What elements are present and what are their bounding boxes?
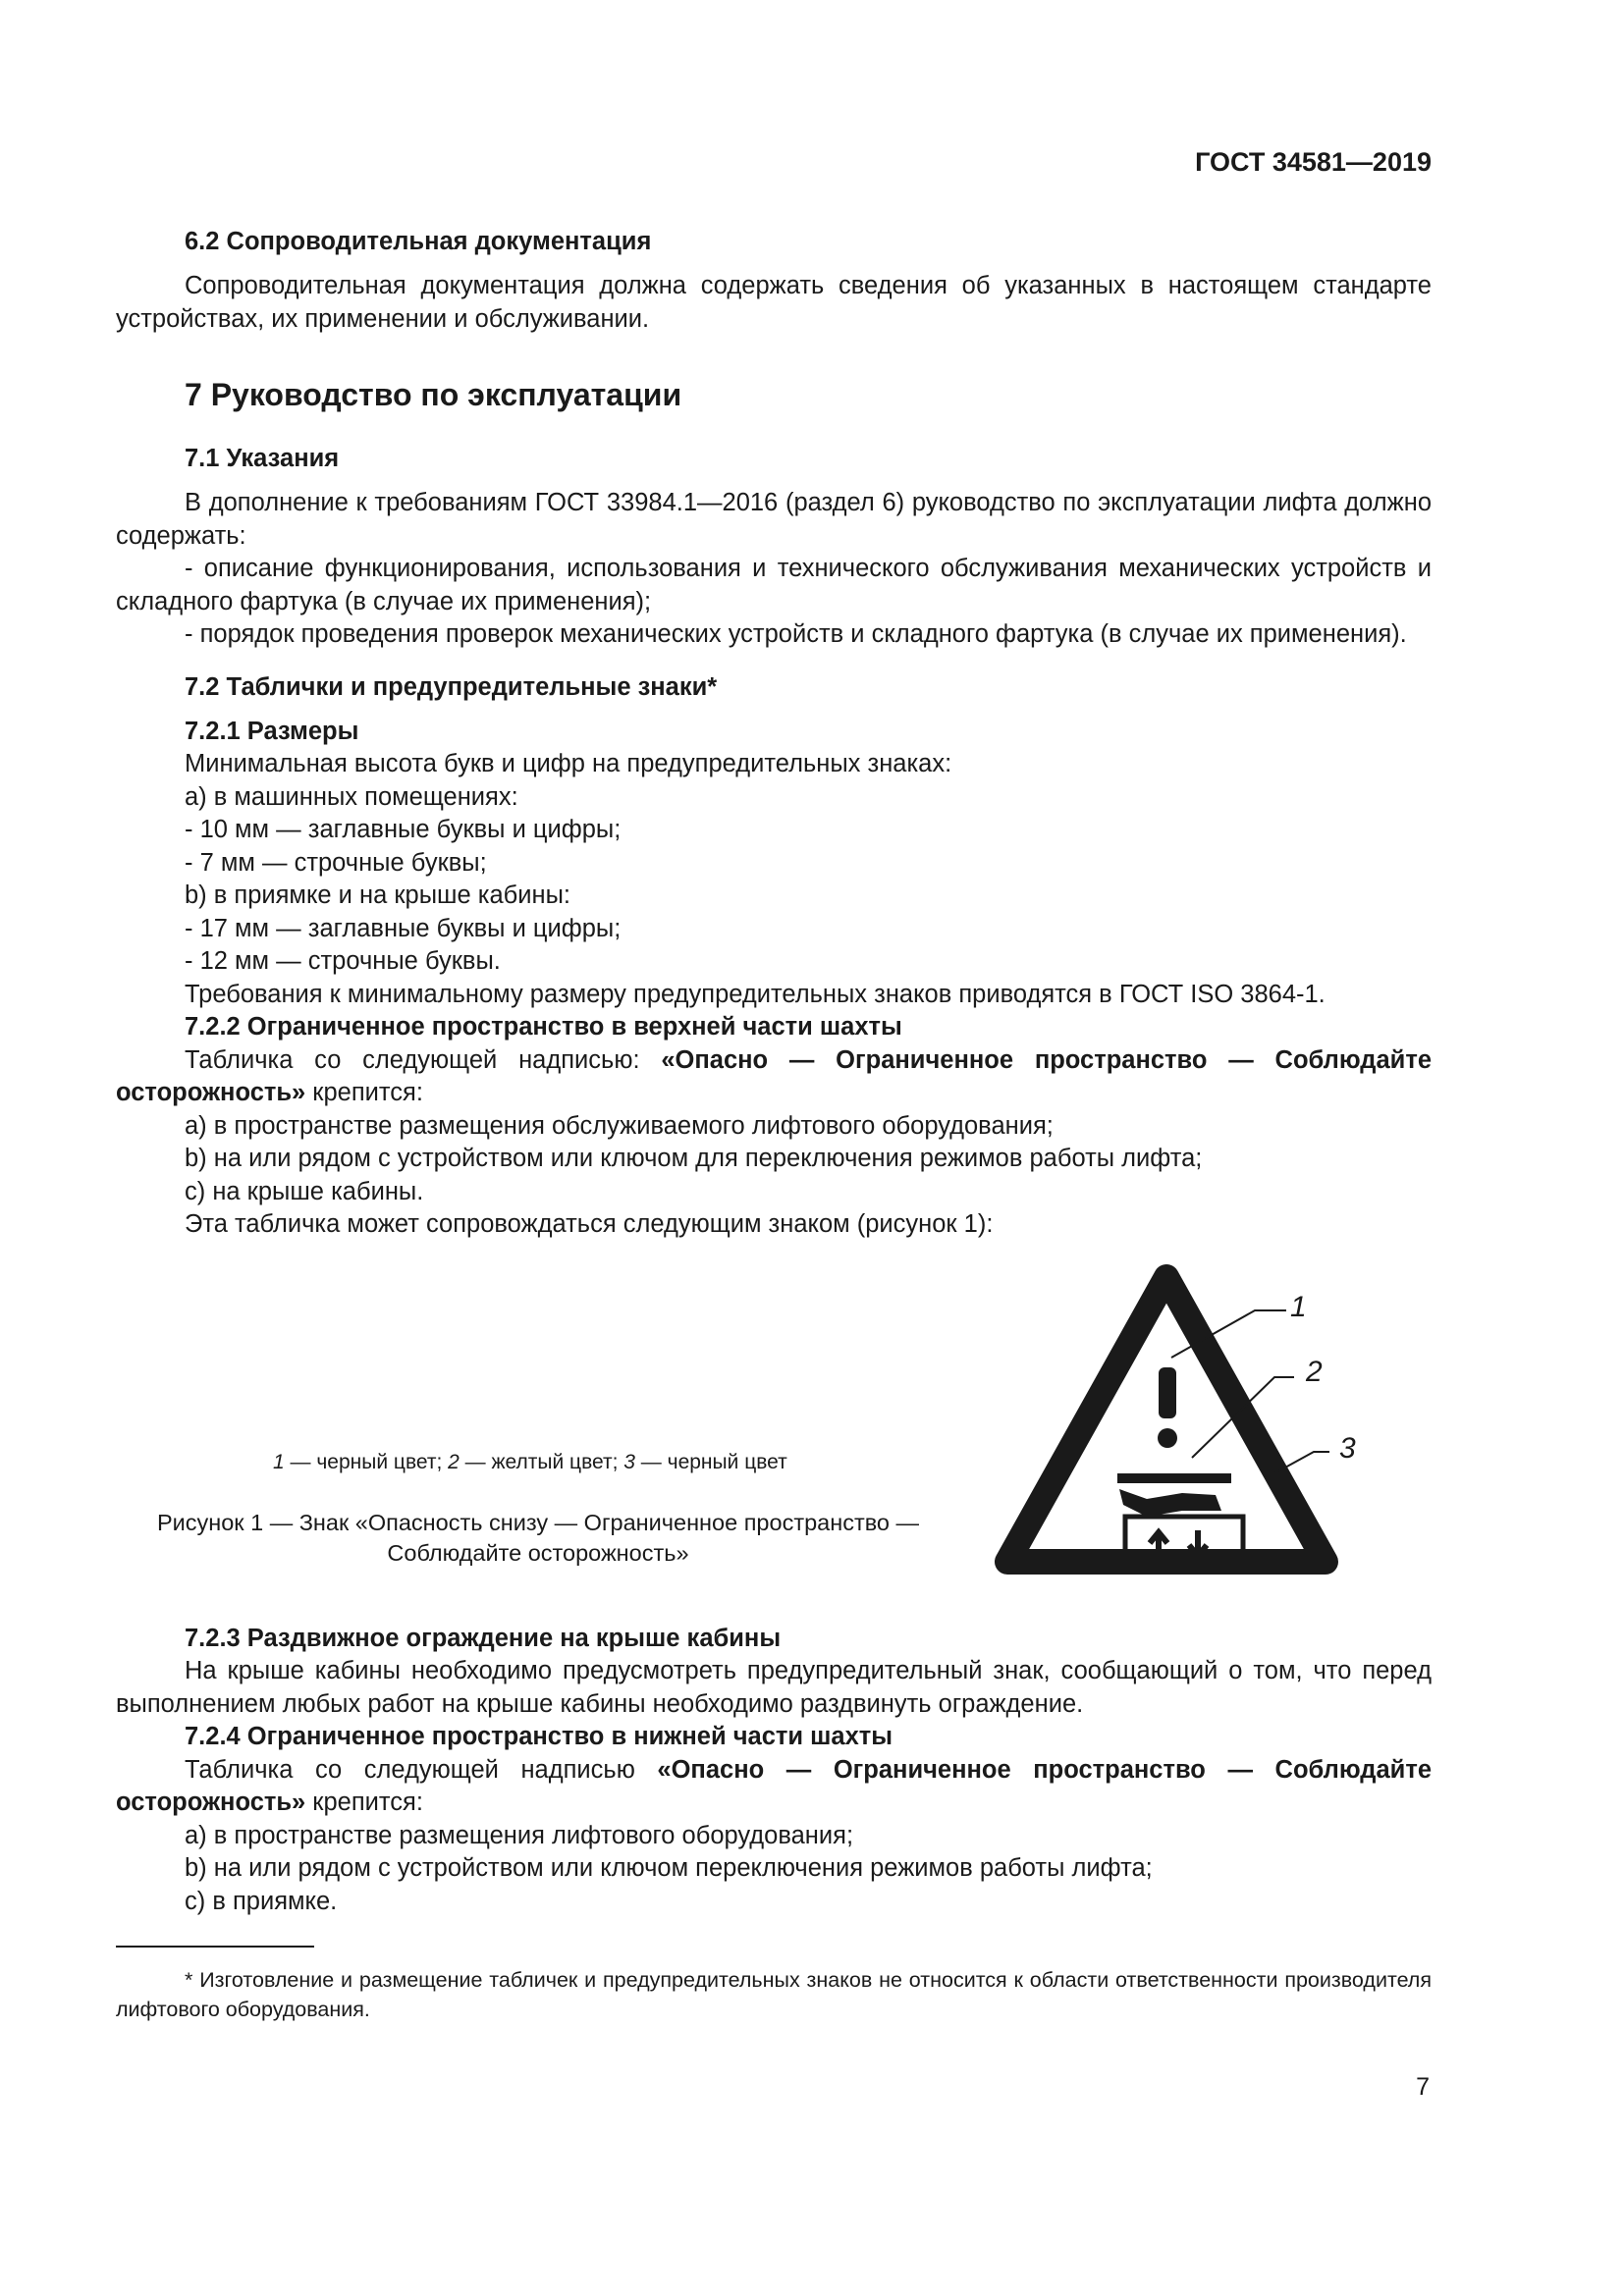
warning-sign-icon: [990, 1259, 1441, 1583]
list-item: Минимальная высота букв и цифр на предупредительных знаках:: [185, 750, 952, 777]
caption-line: Соблюдайте осторожность»: [387, 1539, 689, 1566]
text-run: крепится:: [305, 1079, 423, 1106]
footnote-divider: [116, 1946, 314, 1948]
figure-legend: [273, 1451, 787, 1474]
exclamation-dot: [1158, 1428, 1177, 1448]
figure-1: [116, 1259, 1432, 1623]
section-7-2-1-heading: 7.2.1 Размеры: [185, 717, 359, 745]
legend-number: 1: [273, 1450, 285, 1473]
exclamation-bar: [1159, 1367, 1176, 1418]
section-7-heading: 7 Руководство по эксплуатации: [185, 377, 682, 412]
list-item: а) в пространстве размещения обслуживаемого лифтового оборудования;: [185, 1111, 1054, 1140]
section-7-1-item-2: - порядок проведения проверок механических устройств и складного фартука (в случае их применения).: [185, 620, 1407, 648]
list-item: а) в машинных помещениях:: [185, 782, 518, 811]
cabin-roof: [1117, 1473, 1231, 1483]
text-run: крепится:: [305, 1789, 423, 1816]
legend-number: 2: [448, 1450, 460, 1473]
list-item: - 12 мм — строчные буквы.: [185, 947, 501, 975]
list-item: Эта табличка может сопровождаться следующим знаком (рисунок 1):: [185, 1210, 994, 1238]
legend-text: — черный цвет;: [284, 1450, 449, 1473]
list-item: b) в приямке и на крыше кабины:: [185, 881, 570, 909]
section-7-2-heading: 7.2 Таблички и предупредительные знаки*: [185, 672, 718, 701]
list-item: b) на или рядом с устройством или ключом переключения режимов работы лифта;: [185, 1854, 1153, 1882]
list-item: - 17 мм — заглавные буквы и цифры;: [185, 914, 622, 942]
list-item: - 7 мм — строчные буквы;: [185, 848, 487, 877]
section-7-1-item-1: - описание функционирования, использования и технического обслуживания механических устройств и складного фартука (в случае их применения);: [116, 555, 1432, 615]
section-7-2-4-text: [116, 1754, 1432, 1820]
sign-wording: «Опасно — Ограниченное пространство — Соблюдайте осторожность»: [116, 1755, 1433, 1816]
callout-label: 3: [1339, 1431, 1356, 1465]
list-item: b) на или рядом с устройством или ключом для переключения режимов работы лифта;: [185, 1145, 1203, 1172]
legend-text: — черный цвет: [634, 1450, 787, 1473]
caption-line: Рисунок 1 — Знак «Опасность снизу — Ограниченное пространство —: [156, 1509, 920, 1535]
section-7-2-4-heading: 7.2.4 Ограниченное пространство в нижней части шахты: [185, 1723, 893, 1750]
section-7-1-heading: 7.1 Указания: [185, 445, 340, 472]
list-item: с) на крыше кабины.: [185, 1177, 424, 1205]
list-item: Требования к минимальному размеру предупредительных знаков приводятся в ГОСТ ISO 3864-1.: [185, 980, 1326, 1008]
text-run: Табличка со следующей надписью: [185, 1755, 658, 1784]
section-7-2-2-heading: 7.2.2 Ограниченное пространство в верхней части шахты: [185, 1013, 902, 1041]
section-6-2-heading: 6.2 Сопроводительная документация: [185, 228, 652, 255]
page-body: [116, 0, 1432, 2024]
callout-label: 2: [1306, 1355, 1323, 1388]
section-7-2-3-text: На крыше кабины необходимо предусмотреть предупредительный знак, сообщающий о том, что перед выполнением любых работ на крыше кабины необходимо раздвинуть ограждение.: [116, 1657, 1432, 1718]
section-6-2-text: Сопроводительная документация должна содержать сведения об указанных в настоящем стандарте устройствах, их применении и обслуживании.: [116, 272, 1432, 333]
page-number: 7: [1416, 2073, 1430, 2101]
section-7-1-intro: В дополнение к требованиям ГОСТ 33984.1—2016 (раздел 6) руководство по эксплуатации лифта должно содержать:: [116, 489, 1432, 550]
list-item: с) в приямке.: [185, 1887, 338, 1915]
section-7-2-2-text: [116, 1044, 1432, 1110]
sign-wording: «Опасно — Ограниченное пространство — Соблюдайте осторожность»: [116, 1045, 1433, 1106]
figure-caption: [116, 1508, 960, 1569]
legend-number: 3: [623, 1450, 635, 1473]
list-item: а) в пространстве размещения лифтового оборудования;: [185, 1821, 854, 1849]
legend-text: — желтый цвет;: [459, 1450, 624, 1473]
text-run: Табличка со следующей надписью:: [185, 1045, 662, 1074]
section-7-2-3-heading: 7.2.3 Раздвижное ограждение на крыше кабины: [185, 1624, 782, 1652]
document-number: ГОСТ 34581—2019: [1195, 147, 1432, 177]
footnote: * Изготовление и размещение табличек и предупредительных знаков не относится к области ответственности производителя лифтового оборудования.: [116, 1968, 1432, 2021]
callout-label: 1: [1290, 1290, 1307, 1323]
list-item: - 10 мм — заглавные буквы и цифры;: [185, 816, 622, 843]
